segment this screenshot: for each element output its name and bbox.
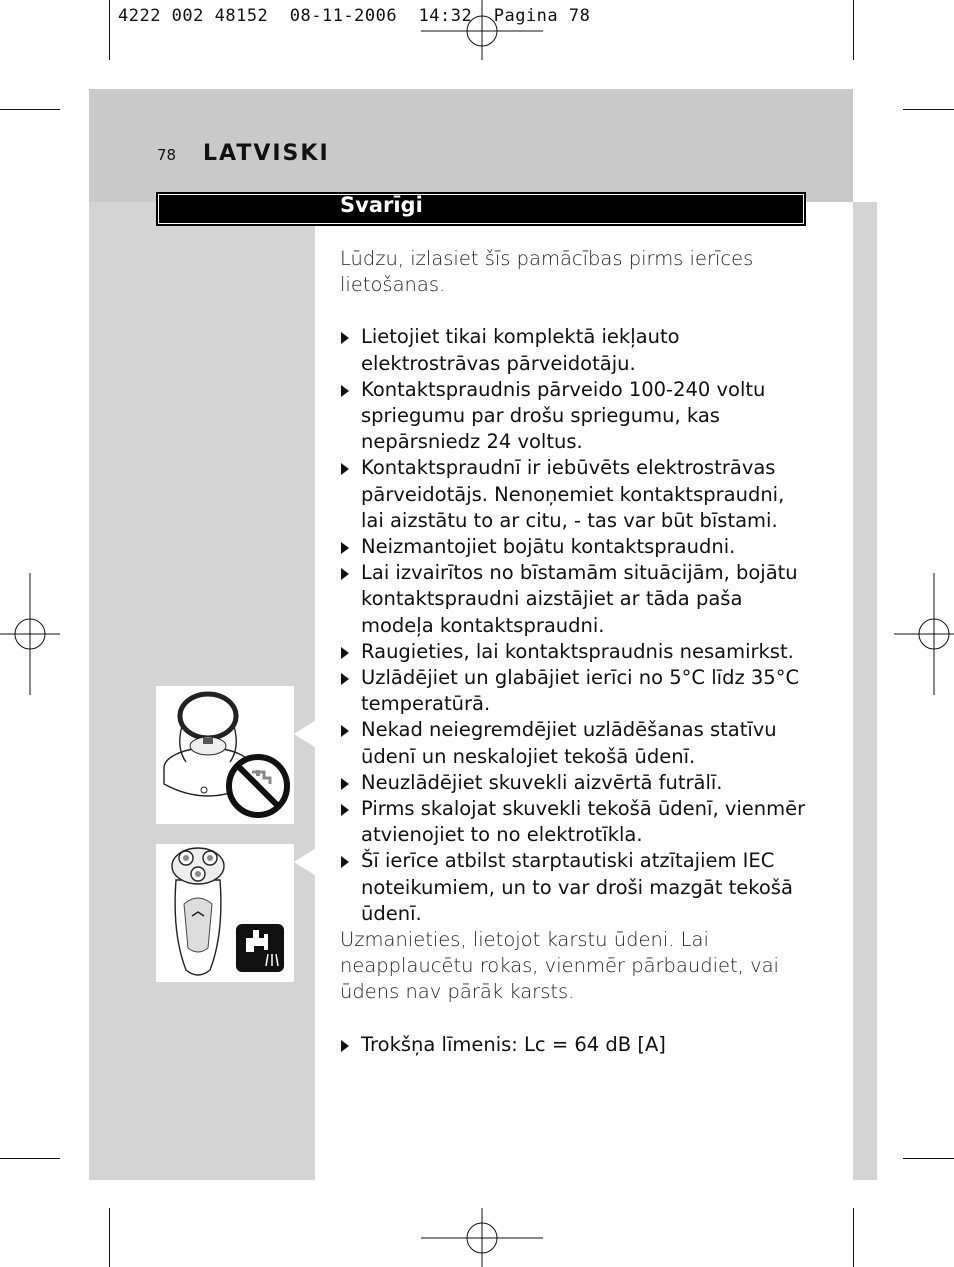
registration-mark-top bbox=[421, 0, 543, 60]
bullet-item: Kontaktspraudnī ir iebūvēts elektrostrāvas pārveidotājs. Nenoņemiet kontaktspraudni, lai aizstātu to ar citu, - tas var būt bīstami. bbox=[340, 455, 810, 534]
intro-paragraph: Lūdzu, izlasiet šīs pamācības pirms ierīces lietošanas. bbox=[340, 247, 754, 297]
charging-stand-no-water-icon bbox=[156, 686, 294, 824]
bullet-item: Nekad neiegremdējiet uzlādēšanas statīvu ūdenī un neskalojiet tekošā ūdenī. bbox=[340, 717, 810, 769]
shaver-rinse-tap-icon bbox=[156, 844, 294, 982]
bullet-item: Pirms skalojat skuvekli tekošā ūdenī, vienmēr atvienojiet to no elektrotīkla. bbox=[340, 796, 810, 848]
bullet-item: Kontaktspraudnis pārveido 100-240 voltu spriegumu par drošu spriegumu, kas nepārsniedz 24 voltus. bbox=[340, 377, 810, 456]
bullet-item: Lietojiet tikai komplektā iekļauto elektrostrāvas pārveidotāju. bbox=[340, 324, 810, 376]
crop-mark bbox=[853, 0, 854, 60]
figure-pointer-1 bbox=[294, 720, 316, 748]
crop-mark bbox=[853, 1208, 854, 1267]
page-number: 78 bbox=[157, 146, 177, 164]
bullet-item: Lai izvairītos no bīstamām situācijām, bojātu kontaktspraudni aizstājiet ar tāda paša modeļa kontaktspraudni. bbox=[340, 560, 810, 639]
bullet-item: Neizmantojiet bojātu kontaktspraudni. bbox=[340, 534, 810, 560]
figure-pointer-2 bbox=[294, 848, 316, 876]
section-title: Svarīgi bbox=[340, 193, 423, 217]
crop-mark bbox=[903, 1158, 954, 1159]
registration-mark-bottom bbox=[421, 1208, 543, 1267]
bullet-item: Šī ierīce atbilst starptautiski atzītajiem IEC noteikumiem, un to var droši mazgāt tekošā ūdenī. bbox=[340, 848, 810, 927]
noise-level-bullet: Trokšņa līmenis: Lc = 64 dB [A] bbox=[340, 1032, 810, 1058]
crop-mark bbox=[109, 1208, 110, 1267]
figure-shaver-rinse bbox=[156, 844, 294, 982]
figure-charging-stand bbox=[156, 686, 294, 824]
crop-mark bbox=[109, 0, 110, 60]
registration-mark-left bbox=[0, 573, 60, 695]
page-edge-strip bbox=[853, 202, 877, 1180]
language-heading: LATVISKI bbox=[203, 141, 330, 166]
crop-mark bbox=[0, 109, 60, 110]
caution-paragraph: Uzmanieties, lietojot karstu ūdeni. Lai neapplaucētu rokas, vienmēr pārbaudiet, vai ūdens nav pārāk karsts. bbox=[340, 928, 779, 1004]
bullet-item: Neuzlādējiet skuvekli aizvērtā futrālī. bbox=[340, 770, 810, 796]
body-text bbox=[340, 246, 810, 1058]
crop-mark bbox=[903, 109, 954, 110]
bullet-item: Uzlādējiet un glabājiet ierīci no 5°C līdz 35°C temperatūrā. bbox=[340, 665, 810, 717]
section-title-bar bbox=[156, 192, 806, 226]
bullet-item: Raugieties, lai kontaktspraudnis nesamirkst. bbox=[340, 639, 810, 665]
print-slug: 4222 002 48152 08-11-2006 14:32 Pagina 78 bbox=[118, 6, 591, 26]
crop-mark bbox=[0, 1158, 60, 1159]
registration-mark-right bbox=[894, 573, 954, 695]
